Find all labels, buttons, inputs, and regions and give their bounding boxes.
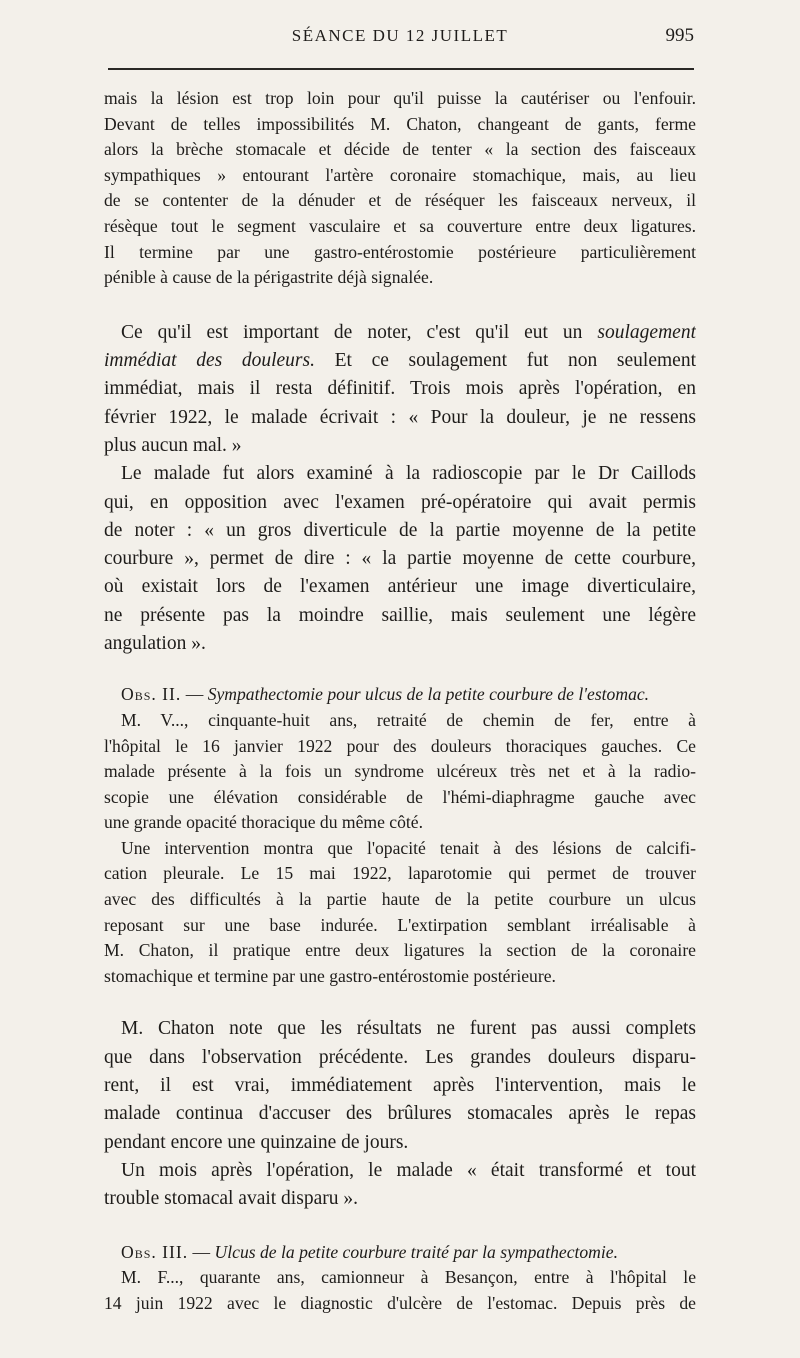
spacer <box>104 658 696 682</box>
obs-3-heading <box>104 1240 696 1266</box>
text-line: alors la brèche stomacale et décide de tenter « la section des faisceaux <box>104 139 696 160</box>
emphasis-text: immédiat des douleurs. <box>104 350 315 372</box>
text-line: stomachique et termine par une gastro-entérostomie postérieure. <box>104 965 556 986</box>
text-line <box>104 347 696 375</box>
obs-title: Ulcus de la petite courbure traité par la sympathectomie. <box>214 1241 618 1262</box>
text-line: cation pleurale. Le 15 mai 1922, laparotomie qui permet de trouver <box>104 863 696 884</box>
text-line: Un mois après l'opération, le malade « était transformé et tout <box>121 1159 696 1181</box>
text-line: scopie une élévation considérable de l'hémi-diaphragme gauche avec <box>104 786 696 807</box>
text-line: pendant encore une quinzaine de jours. <box>104 1131 409 1153</box>
text-line: Il termine par une gastro-entérostomie postérieure particulièrement <box>104 241 696 262</box>
text-line: pénible à cause de la périgastrite déjà signalée. <box>104 267 434 288</box>
paragraph-5 <box>104 836 696 990</box>
header-rule <box>108 68 694 70</box>
text-line: de se contenter de la dénuder et de réséquer les faisceaux nerveux, il <box>104 190 696 211</box>
text-line: Une intervention montra que l'opacité tenait à des lésions de calcifi- <box>121 837 696 858</box>
text-line: Le malade fut alors examiné à la radioscopie par le Dr Caillods <box>121 463 696 485</box>
text-line: qui, en opposition avec l'examen pré-opératoire qui avait permis <box>104 491 696 513</box>
text-line: trouble stomacal avait disparu ». <box>104 1188 358 1210</box>
text-line: malade continua d'accuser des brûlures stomacales après le repas <box>104 1103 696 1125</box>
text-line: ne présente pas la moindre saillie, mais seulement une légère <box>104 604 696 626</box>
text-span: Et ce soulagement fut non seulement <box>314 350 696 372</box>
text-line: immédiat, mais il resta définitif. Trois mois après l'opération, en <box>104 378 696 400</box>
page-number: 995 <box>665 25 694 46</box>
text-line: résèque tout le segment vasculaire et sa couverture entre deux ligatures. <box>104 215 696 236</box>
text-line: où existait lors de l'examen antérieur une image diverticulaire, <box>104 576 696 598</box>
emphasis-text: soulagement <box>597 321 696 343</box>
running-header <box>104 22 696 52</box>
text-line: reposant sur une base indurée. L'extirpation semblant irréalisable à <box>104 914 696 935</box>
text-line: plus aucun mal. » <box>104 434 242 456</box>
text-line: une grande opacité thoracique du même côté. <box>104 812 423 833</box>
text-span: Ce qu'il est important de noter, c'est qu'il eut un <box>121 321 598 343</box>
text-line: Devant de telles impossibilités M. Chaton, changeant de gants, ferme <box>104 113 696 134</box>
obs-dash: — <box>188 1241 215 1262</box>
text-line: M. Chaton note que les résultats ne furent pas aussi complets <box>121 1018 696 1040</box>
text-line: M. Chaton, il pratique entre deux ligatures la section de la coronaire <box>104 940 696 961</box>
paragraph-2 <box>104 319 696 460</box>
paragraph-3 <box>104 460 696 658</box>
text-line: M. V..., cinquante-huit ans, retraité de chemin de fer, entre à <box>121 709 696 730</box>
obs-2-heading <box>104 682 696 708</box>
text-line: l'hôpital le 16 janvier 1922 pour des douleurs thoraciques gauches. Ce <box>104 735 696 756</box>
obs-dash: — <box>181 684 208 705</box>
text-line: rent, il est vrai, immédiatement après l'intervention, mais le <box>104 1075 696 1097</box>
text-line: que dans l'observation précédente. Les grandes douleurs disparu- <box>104 1046 696 1068</box>
obs-label: Obs. III. <box>121 1241 189 1262</box>
text-line: angulation ». <box>104 633 206 655</box>
spacer <box>104 1214 696 1240</box>
text-line: sympathiques » entourant l'artère coronaire stomachique, mais, au lieu <box>104 164 696 185</box>
text-line: M. F..., quarante ans, camionneur à Besançon, entre à l'hôpital le <box>121 1267 696 1288</box>
text-line: avec des difficultés à la partie haute de la petite courbure un ulcus <box>104 889 696 910</box>
spacer <box>104 989 696 1015</box>
paragraph-1 <box>104 86 696 291</box>
paragraph-4 <box>104 708 696 836</box>
obs-title: Sympathectomie pour ulcus de la petite courbure de l'estomac. <box>207 684 650 705</box>
text-line: malade présente à la fois un syndrome ulcéreux très net et à la radio- <box>104 761 696 782</box>
paragraph-7 <box>104 1157 696 1214</box>
text-line: février 1922, le malade écrivait : « Pour la douleur, je ne ressens <box>104 406 696 428</box>
text-line: de noter : « un gros diverticule de la partie moyenne de la petite <box>104 519 696 541</box>
text-line: 14 juin 1922 avec le diagnostic d'ulcère de l'estomac. Depuis près de <box>104 1292 696 1313</box>
text-line <box>104 319 696 347</box>
running-title: SÉANCE DU 12 JUILLET <box>291 26 509 45</box>
obs-label: Obs. II. <box>121 684 182 705</box>
page-body <box>104 86 696 1316</box>
paragraph-8 <box>104 1265 696 1316</box>
spacer <box>104 291 696 319</box>
text-line: mais la lésion est trop loin pour qu'il puisse la cautériser ou l'enfouir. <box>104 88 696 108</box>
paragraph-6 <box>104 1015 696 1156</box>
text-line: courbure », permet de dire : « la partie moyenne de cette courbure, <box>104 548 696 570</box>
